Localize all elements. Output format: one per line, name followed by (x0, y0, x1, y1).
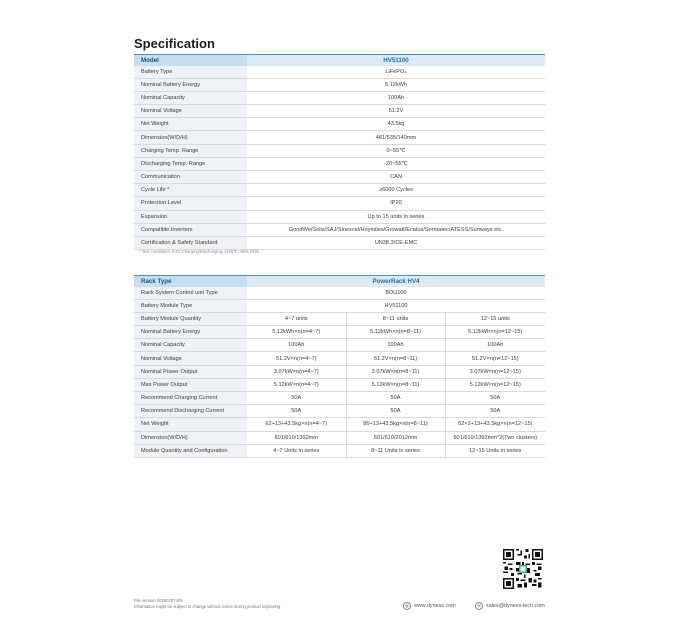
website-text: www.dyness.com (414, 603, 456, 609)
row-value: 51.2V (247, 105, 545, 118)
row-value: IP20 (247, 197, 545, 210)
table-row (134, 105, 545, 118)
row-value: Up to 15 units in series (247, 210, 545, 223)
row-label: Protection Level (134, 197, 247, 210)
row-value: 50A (346, 392, 445, 405)
row-value: 5.12kW×n(n=8~11) (346, 378, 445, 391)
table-row (134, 223, 545, 236)
table-row (134, 66, 545, 79)
row-value: 8~11 Units in series (346, 444, 445, 457)
table-row (134, 299, 545, 312)
row-value: 3.07kW×n(n=8~11) (346, 365, 445, 378)
disclaimer: Information might be subject to change without notice during product improving. (134, 604, 282, 609)
row-label: Module Quantity and Configuration (134, 444, 247, 457)
row-label: Max Power Output (134, 378, 247, 391)
row-value: GoodWe/Solis/SAJ/Sinexcel/Hoymiles/Growatt/Ecatus/Sermatec/ATESS/Sunways etc. (247, 223, 545, 236)
row-value: 50A (247, 405, 346, 418)
row-value: 4~7 units (247, 312, 346, 325)
row-value: ≥6000 Cycles (247, 184, 545, 197)
row-value: 0~55℃ (247, 144, 545, 157)
spec-header-model: HV51100 (247, 55, 545, 66)
spec-table (134, 55, 545, 250)
row-value: 51.2V×n(n=12~15) (445, 352, 545, 365)
row-label: Rack System Control unit Type (134, 287, 247, 300)
row-value: 43.5kg (247, 118, 545, 131)
row-value: UN38.3/CE-EMC (247, 236, 545, 249)
rack-header-label: Rack Type (134, 276, 247, 287)
table-row (134, 365, 545, 378)
row-value: -20~55℃ (247, 157, 545, 170)
table-row (134, 144, 545, 157)
table-row (134, 326, 545, 339)
table-row (134, 171, 545, 184)
row-label: Recommend Discharging Current (134, 405, 247, 418)
row-label: Charging Temp. Range (134, 144, 247, 157)
spec-header-label: Model (134, 55, 247, 66)
row-label: Battery Module Quantity (134, 312, 247, 325)
row-value: 51.2V×n(n=8~11) (346, 352, 445, 365)
row-value: 51.2V×n(n=4~7) (247, 352, 346, 365)
table-row (134, 91, 545, 104)
row-value: 62+13+43.5kg×n(n=4~7) (247, 418, 346, 431)
email-text: sales@dyness-tech.com (486, 603, 545, 609)
rack-table-header (134, 276, 545, 287)
table-row (134, 312, 545, 325)
row-label: Expansion (134, 210, 247, 223)
globe-icon: ◍ (403, 602, 411, 610)
row-label: Nominal Capacity (134, 91, 247, 104)
row-value: 12~15 Units in series (445, 444, 545, 457)
row-label: Compatible Inverters (134, 223, 247, 236)
row-value: 481/535/140mm (247, 131, 545, 144)
website-link[interactable] (403, 602, 456, 610)
row-value: 5.12kWh (247, 78, 545, 91)
rack-header-model: PowerRack HV4 (247, 276, 545, 287)
row-value: 100Ah (247, 91, 545, 104)
row-label: Nominal Power Output (134, 365, 247, 378)
row-value: LiFePO₄ (247, 66, 545, 79)
row-value: 8~11 units (346, 312, 445, 325)
row-value: 5.12kW×n(n=12~15) (445, 378, 545, 391)
qr-code-icon[interactable] (503, 549, 543, 589)
row-label: Nominal Voltage (134, 352, 247, 365)
table-row (134, 444, 545, 457)
rack-table (134, 276, 545, 458)
mail-icon: ✉ (475, 602, 483, 610)
table-row (134, 339, 545, 352)
table-row (134, 210, 545, 223)
row-label: Net Weight (134, 118, 247, 131)
table-row (134, 287, 545, 300)
row-label: Certification & Safety Standard (134, 236, 247, 249)
row-label: Nominal Voltage (134, 105, 247, 118)
row-value: BDU100 (247, 287, 545, 300)
row-value: 601/610/1392mm*2(Two clusters) (445, 431, 545, 444)
row-label: Nominal Capacity (134, 339, 247, 352)
row-value: 100Ah (247, 339, 346, 352)
row-value: 50A (247, 392, 346, 405)
table-row (134, 405, 545, 418)
row-value: 50A (346, 405, 445, 418)
row-value: 601/610/2012mm (346, 431, 445, 444)
table-row (134, 184, 545, 197)
row-value: 4~7 Units in series (247, 444, 346, 457)
row-value: 100Ah (445, 339, 545, 352)
row-label: Dimension(W/D/H) (134, 431, 247, 444)
spec-table-header (134, 55, 545, 66)
row-value: 50A (445, 405, 545, 418)
row-value: 3.07kW×n(n=4~7) (247, 365, 346, 378)
row-value: 100Ah (346, 339, 445, 352)
row-value: 62×2+13+43.5kg×n(n=12~15) (445, 418, 545, 431)
table-row (134, 157, 545, 170)
row-label: Battery Module Type (134, 299, 247, 312)
row-value: 3.07kW×n(n=12~15) (445, 365, 545, 378)
table-row (134, 352, 545, 365)
table-row (134, 431, 545, 444)
table-row (134, 118, 545, 131)
cycle-life-footnote: * Test conditions: 0.2C Charging/Discharging, @25℃, 95% DOD (139, 249, 260, 254)
page-title: Specification (134, 36, 215, 51)
row-label: Dimension(W/D/H) (134, 131, 247, 144)
row-label: Discharging Temp. Range (134, 157, 247, 170)
table-row (134, 131, 545, 144)
row-value: 50A (445, 392, 545, 405)
table-row (134, 197, 545, 210)
row-value: 5.12kWh×n(n=8~11) (346, 326, 445, 339)
row-value: 5.12kWh×n(n=4~7) (247, 326, 346, 339)
row-value: 86+13+43.5kg×n(n=8~11) (346, 418, 445, 431)
row-label: Battery Type (134, 66, 247, 79)
file-version: File version-20250207-EN (134, 598, 183, 603)
row-value: 12~15 units (445, 312, 545, 325)
row-value: HV51100 (247, 299, 545, 312)
row-label: Cycle Life * (134, 184, 247, 197)
row-label: Communication (134, 171, 247, 184)
row-label: Nominal Battery Energy (134, 78, 247, 91)
row-label: Recommend Charging Current (134, 392, 247, 405)
email-link[interactable] (475, 602, 545, 610)
table-row (134, 392, 545, 405)
row-value: CAN (247, 171, 545, 184)
table-row (134, 378, 545, 391)
row-value: 5.12kWh×n(n=12~15) (445, 326, 545, 339)
row-label: Nominal Battery Energy (134, 326, 247, 339)
table-row (134, 236, 545, 249)
row-label: Net Weight (134, 418, 247, 431)
row-value: 5.12kW×n(n=4~7) (247, 378, 346, 391)
row-value: 601/610/1392mm (247, 431, 346, 444)
table-row (134, 78, 545, 91)
table-row (134, 418, 545, 431)
